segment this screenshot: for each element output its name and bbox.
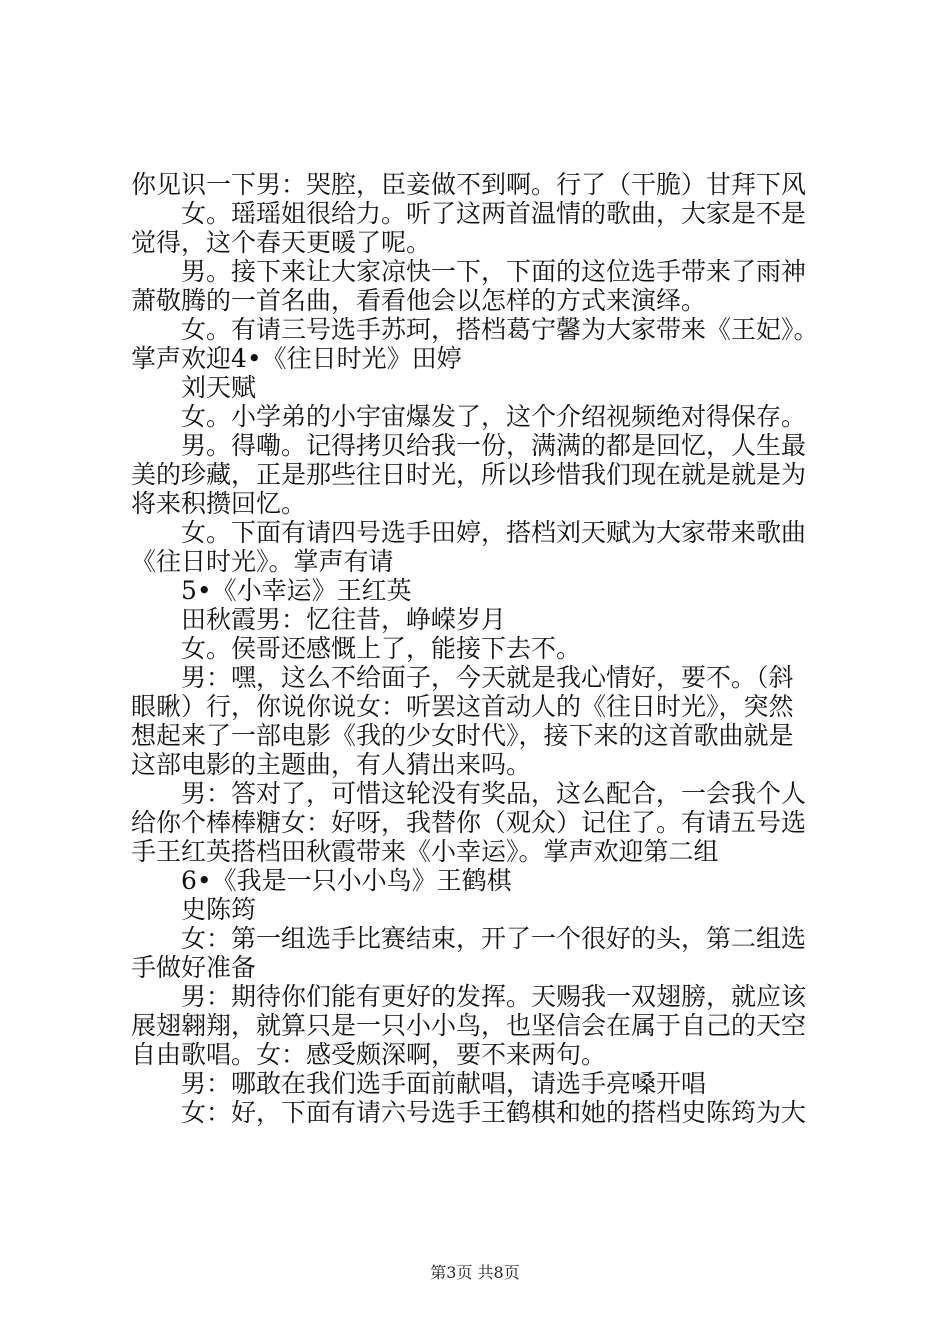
text-line: 这部电影的主题曲，有人猜出来吗。 [131, 750, 532, 779]
text-line: 女。小学弟的小宇宙爆发了，这个介绍视频绝对得保存。 [181, 402, 807, 431]
text-line: 掌声欢迎4•《往日时光》田婷 [131, 344, 462, 373]
text-line: 眼瞅）行，你说你说女：听罢这首动人的《往日时光》，突然 [131, 692, 794, 721]
text-line: 觉得，这个春天更暖了呢。 [131, 228, 432, 257]
text-line: 美的珍藏，正是那些往日时光，所以珍惜我们现在就是就是为 [131, 460, 807, 489]
text-line: 自由歌唱。女：感受颇深啊，要不来两句。 [131, 1040, 607, 1069]
text-line: 《往日时光》。掌声有请 [131, 547, 394, 576]
text-line: 男：期待你们能有更好的发挥。天赐我一双翅膀，就应该 [181, 982, 807, 1011]
text-line: 女。有请三号选手苏珂，搭档葛宁馨为大家带来《王妃》。 [181, 315, 819, 344]
text-line: 男。得嘞。记得拷贝给我一份，满满的都是回忆，人生最 [181, 431, 807, 460]
text-line: 手做好准备 [131, 953, 257, 982]
text-line: 女。瑶瑶姐很给力。听了这两首温情的歌曲，大家是不是 [181, 199, 807, 228]
text-line: 你见识一下男：哭腔，臣妾做不到啊。行了（干脆）甘拜下风 [131, 170, 807, 199]
text-line: 史陈筠 [181, 895, 257, 924]
text-line: 男：嘿，这么不给面子，今天就是我心情好，要不。（斜 [181, 663, 794, 692]
document-body [131, 170, 831, 1127]
text-line: 男。接下来让大家凉快一下，下面的这位选手带来了雨神 [181, 257, 807, 286]
text-line: 想起来了一部电影《我的少女时代》，接下来的这首歌曲就是 [131, 721, 794, 750]
text-line: 萧敬腾的一首名曲，看看他会以怎样的方式来演绎。 [131, 286, 707, 315]
text-line: 刘天赋 [181, 373, 257, 402]
text-line: 女。侯哥还感慨上了，能接下去不。 [181, 634, 582, 663]
text-line: 男：答对了，可惜这轮没有奖品，这么配合，一会我个人 [181, 779, 807, 808]
page-footer: 第3页 共8页 [430, 1263, 520, 1282]
text-line: 5•《小幸运》王红英 [181, 576, 412, 605]
text-line: 女：第一组选手比赛结束，开了一个很好的头，第二组选 [181, 924, 807, 953]
text-line: 田秋霞男：忆往昔，峥嵘岁月 [181, 605, 507, 634]
text-line: 给你个棒棒糖女：好呀，我替你（观众）记住了。有请五号选 [131, 808, 807, 837]
text-line: 将来积攒回忆。 [131, 489, 307, 518]
text-line: 手王红英搭档田秋霞带来《小幸运》。掌声欢迎第二组 [131, 837, 719, 866]
text-line: 女：好，下面有请六号选手王鹤棋和她的搭档史陈筠为大 [181, 1098, 807, 1127]
text-line: 6•《我是一只小小鸟》王鹤棋 [181, 866, 512, 895]
text-line: 展翅翱翔，就算只是一只小小鸟，也坚信会在属于自己的天空 [131, 1011, 807, 1040]
text-line: 女。下面有请四号选手田婷，搭档刘天赋为大家带来歌曲 [181, 518, 807, 547]
text-line: 男：哪敢在我们选手面前献唱，请选手亮嗓开唱 [181, 1069, 707, 1098]
